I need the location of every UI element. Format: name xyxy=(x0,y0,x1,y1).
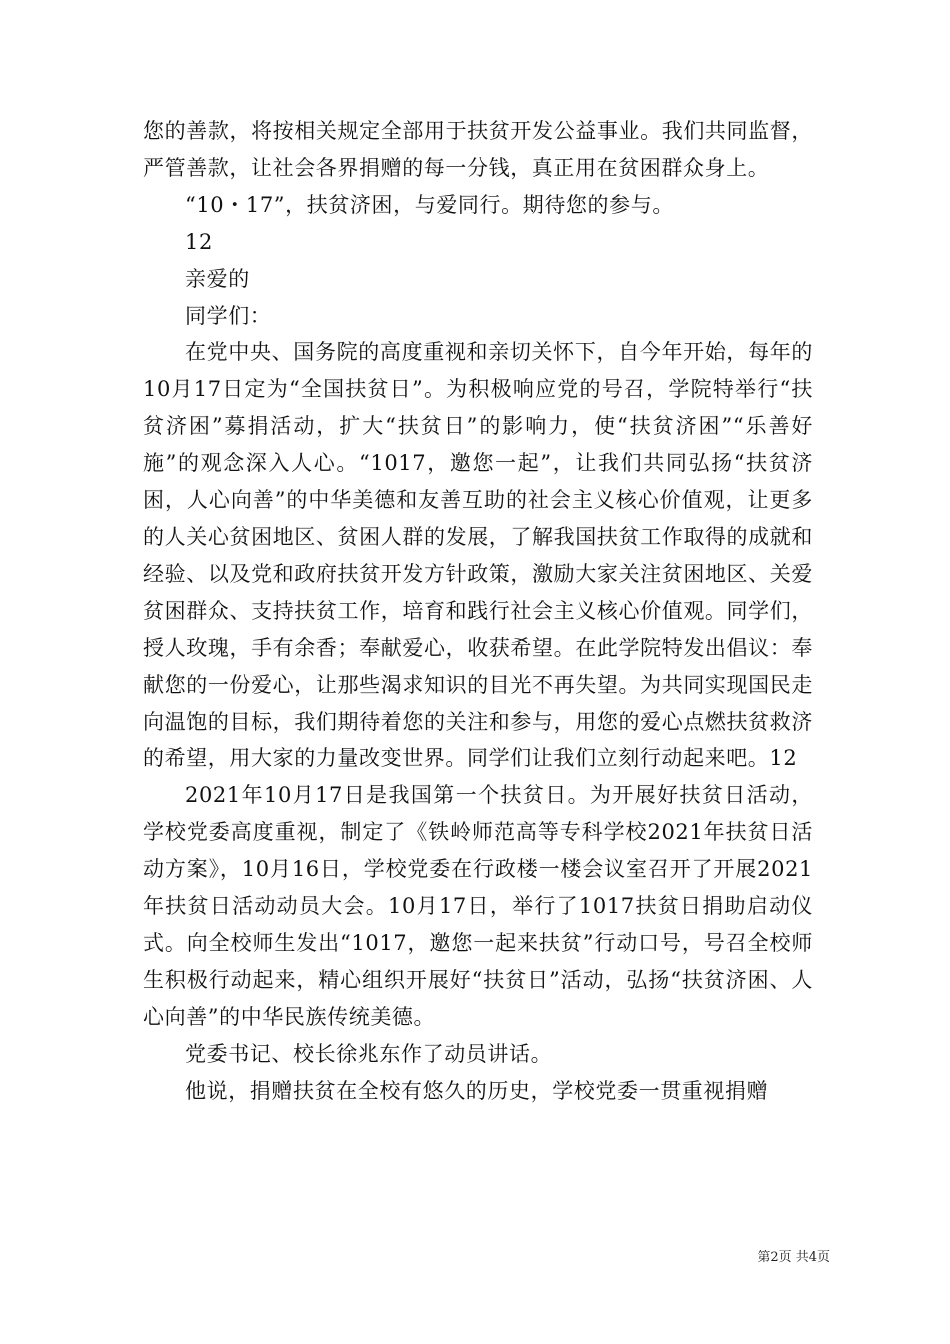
paragraph-number: 12 xyxy=(185,229,213,254)
paragraph-continued: 您的善款，将按相关规定全部用于扶贫开发公益事业。我们共同监督，严管善款，让社会各界捐赠的每一分钱，真正用在贫困群众身上。 xyxy=(143,119,813,180)
paragraph-speech-content: 他说，捐赠扶贫在全校有悠久的历史，学校党委一贯重视捐赠 xyxy=(185,1078,769,1103)
page-number: 第2页 共4页 xyxy=(757,1250,830,1265)
paragraph-addressee: 同学们： xyxy=(185,303,272,328)
paragraph-speech: 党委书记、校长徐兆东作了动员讲话。 xyxy=(185,1041,553,1066)
document-body xyxy=(143,113,813,1109)
paragraph-proposal: 在党中央、国务院的高度重视和亲切关怀下，自今年开始，每年的10月17日定为“全国扶贫日”。为积极响应党的号召，学院特举行“扶贫济困”募捐活动，扩大“扶贫日”的影响力，使“扶贫济困”“乐善好施”的观念深入人心。“1017，邀您一起”，让我们共同弘扬“扶贫济困，人心向善”的中华美德和友善互助的社会主义核心价值观，让更多的人关心贫困地区、贫困人群的发展，了解我国扶贫工作取得的成就和经验、以及党和政府扶贫开发方针政策，激励大家关注贫困地区、关爱贫困群众、支持扶贫工作，培育和践行社会主义核心价值观。同学们，授人玫瑰，手有余香；奉献爱心，收获希望。在此学院特发出倡议：奉献您的一份爱心，让那些渴求知识的目光不再失望。为共同实现国民走向温饱的目标，我们期待着您的关注和参与，用您的爱心点燃扶贫救济的希望，用大家的力量改变世界。同学们让我们立刻行动起来吧。12 xyxy=(143,340,813,771)
paragraph-slogan: “10・17”，扶贫济困，与爱同行。期待您的参与。 xyxy=(185,192,674,217)
paragraph-salutation: 亲爱的 xyxy=(185,266,250,291)
paragraph-event-report: 2021年10月17日是我国第一个扶贫日。为开展好扶贫日活动，学校党委高度重视，制定了《铁岭师范高等专科学校2021年扶贫日活动方案》，10月16日，学校党委在行政楼一楼会议室召开了开展2021年扶贫日活动动员大会。10月17日，举行了1017扶贫日捐助启动仪式。向全校师生发出“1017，邀您一起来扶贫”行动口号，号召全校师生积极行动起来，精心组织开展好“扶贫日”活动，弘扬“扶贫济困、人心向善”的中华民族传统美德。 xyxy=(143,783,813,1029)
